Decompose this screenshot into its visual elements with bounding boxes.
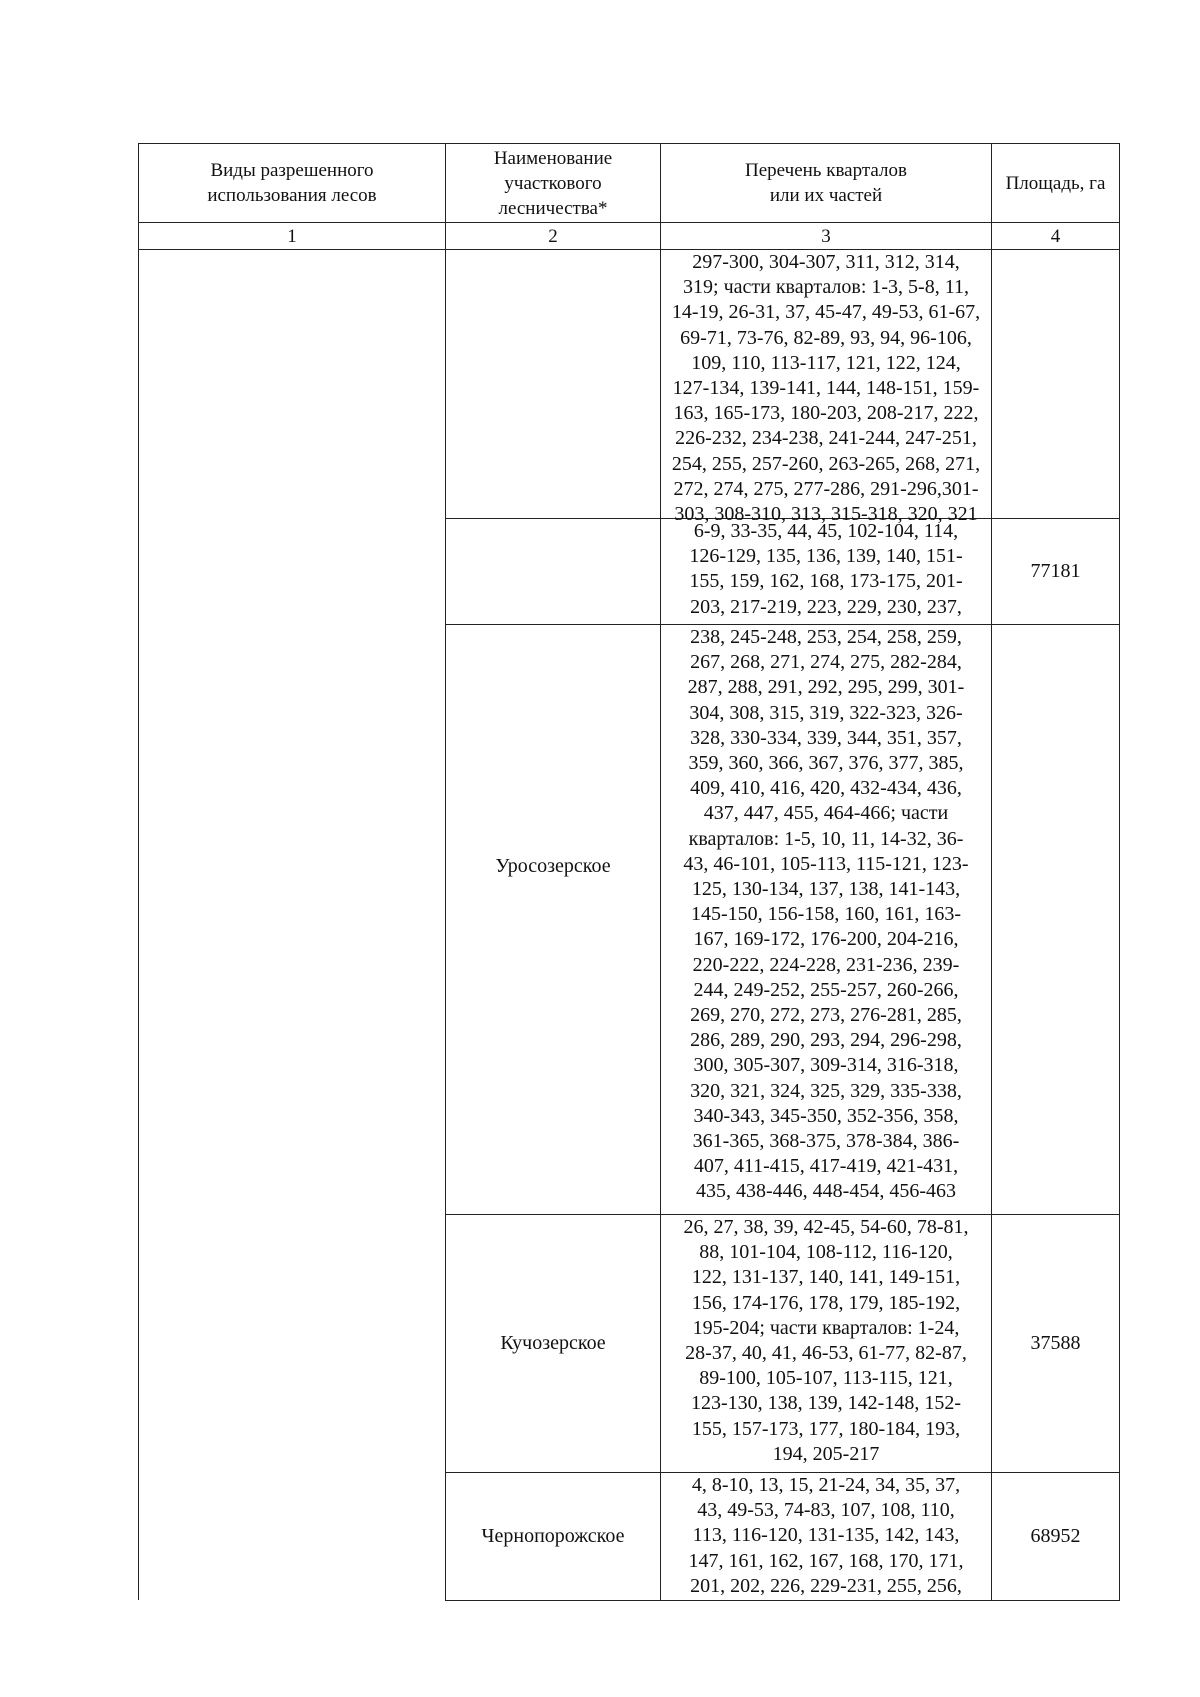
header-cell-forestry-name: Наименование участкового лесничества* bbox=[493, 147, 613, 219]
forestry-name-chernoporozhskoe: Чернопорожское bbox=[481, 1525, 625, 1547]
quarters-list-urosozerskoe-part1: 6-9, 33-35, 44, 45, 102-104, 114, 126-129, 135, 136, 139, 140, 151- 155, 159, 162, 168, 173-175, 201- 203, 217-219, 223, 229, 230, 237, bbox=[689, 520, 963, 618]
header-cell-usage-types: Виды разрешенного использования лесов bbox=[207, 160, 377, 206]
forestry-name-kuchozerskoe: Кучозерское bbox=[500, 1332, 606, 1354]
column-number-2: 2 bbox=[548, 225, 558, 247]
column-number-4: 4 bbox=[1050, 225, 1061, 247]
column-number-1: 1 bbox=[287, 225, 297, 247]
area-value-urosozerskoe: 77181 bbox=[1030, 560, 1081, 582]
quarters-list-kuchozerskoe: 26, 27, 38, 39, 42-45, 54-60, 78-81, 88, 101-104, 108-112, 116-120, 122, 131-137, 140, 141, 149-151, 156, 174-176, 178, 179, 185-192, 195-204; части кварталов: 1-24, 28-37, 40, 41, 46-53, 61-77, 82-87, 89-100, 105-107, 113-115, 121, 123-130, 138, 139, 142-148, 152- 155, 157-173, 177, 180-184, 193, 194, 205-217 bbox=[683, 1216, 969, 1465]
quarters-list-chernoporozhskoe: 4, 8-10, 13, 15, 21-24, 34, 35, 37, 43, 49-53, 74-83, 107, 108, 110, 113, 116-120, 131-135, 142, 143, 147, 161, 162, 167, 168, 170, 171, 201, 202, 226, 229-231, 255, 256, bbox=[688, 1474, 964, 1597]
forestry-name-urosozerskoe: Уросозерское bbox=[495, 855, 611, 877]
area-value-kuchozerskoe: 37588 bbox=[1030, 1332, 1081, 1354]
column-number-3: 3 bbox=[821, 225, 831, 247]
quarters-list-urosozerskoe-part2: 238, 245-248, 253, 254, 258, 259, 267, 268, 271, 274, 275, 282-284, 287, 288, 291, 292, 295, 299, 301- 304, 308, 315, 319, 322-323, 326- 328, 330-334, 339, 344, 351, 357, 359, 360, 366, 367, 376, 377, 385, 409, 410, 416, 420, 432-434, 436, 437, 447, 455, 464-466; части кварталов: 1-5, 10, 11, 14-32, 36- 43, 46-101, 105-113, 115-121, 123- 125, 130-134, 137, 138, 141-143, 145-150, 156-158, 160, 161, 163- 167, 169-172, 176-200, 204-216, 220-222, 224-228, 231-236, 239- 244, 249-252, 255-257, 260-266, 269, 270, 272, 273, 276-281, 285, 286, 289, 290, 293, 294, 296-298, 300, 305-307, 309-314, 316-318, 320, 321, 324, 325, 329, 335-338, 340-343, 345-350, 352-356, 358, 361-365, 368-375, 378-384, 386- 407, 411-415, 417-419, 421-431, 435, 438-446, 448-454, 456-463 bbox=[683, 626, 969, 1203]
quarters-list-continuation: 297-300, 304-307, 311, 312, 314, 319; части кварталов: 1-3, 5-8, 11, 14-19, 26-31, 37, 45-47, 49-53, 61-67, 69-71, 73-76, 82-89, 93, 94, 96-106, 109, 110, 113-117, 121, 122, 124, 127-134, 139-141, 144, 148-151, 159- 163, 165-173, 180-203, 208-217, 222, 226-232, 234-238, 241-244, 247-251, 254, 255, 257-260, 263-265, 268, 271, 272, 274, 275, 277-286, 291-296,301- 303, 308-310, 313, 315-318, 320, 321 bbox=[671, 251, 981, 526]
header-cell-area: Площадь, га bbox=[1005, 172, 1106, 194]
area-value-chernoporozhskoe: 68952 bbox=[1030, 1525, 1081, 1547]
header-cell-quarters-list: Перечень кварталов или их частей bbox=[745, 160, 907, 206]
